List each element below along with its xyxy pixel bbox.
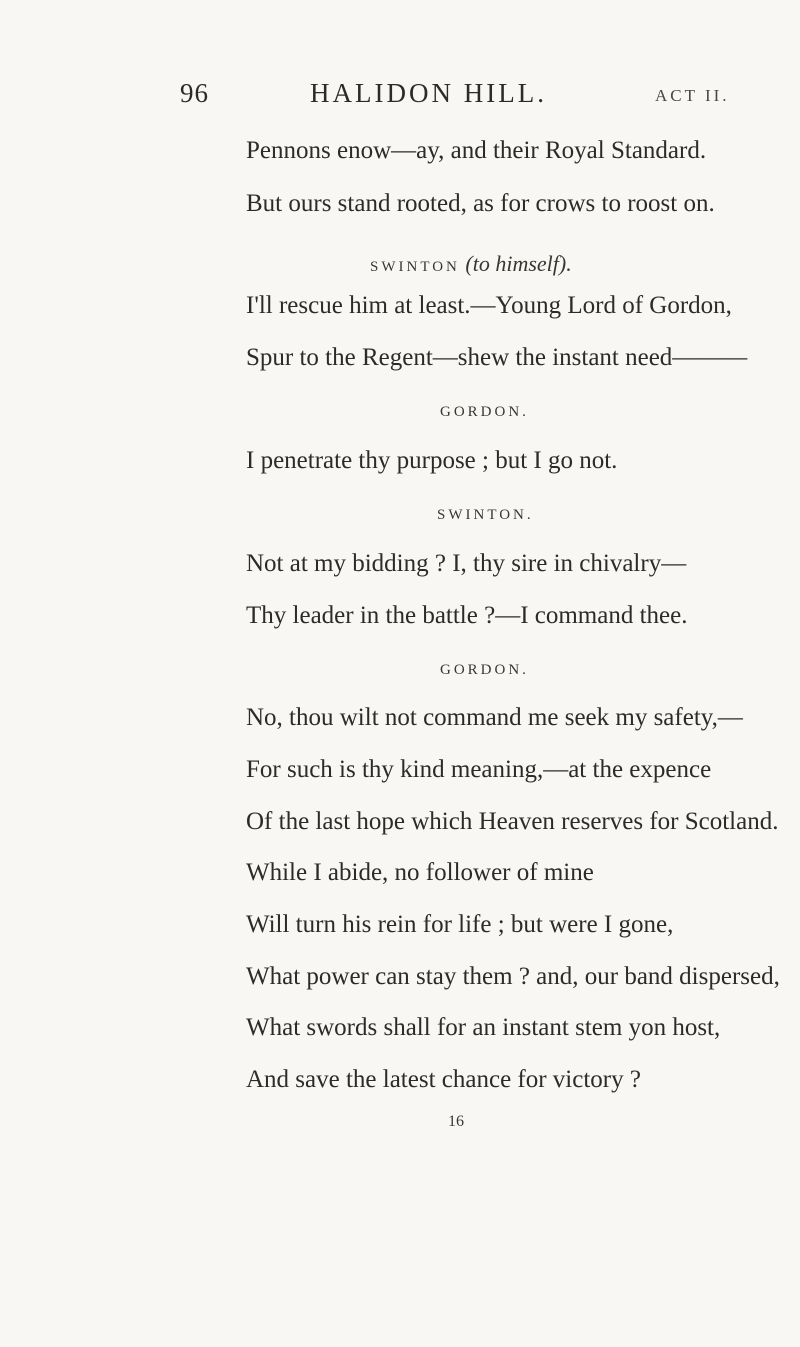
stage-direction-open: ( [459,251,473,276]
page-header [0,78,800,118]
verse-line: Of the last hope which Heaven reserves for Scotland. [246,808,779,835]
verse-line: Pennons enow—ay, and their Royal Standard. [246,137,707,164]
verse-line: And save the latest chance for victory ? [246,1066,641,1093]
verse-line: What power can stay them ? and, our band dispersed, [246,963,780,990]
speaker-heading: SWINTON. [437,507,534,523]
verse-line: While I abide, no follower of mine [246,859,594,886]
verse-line: I penetrate thy purpose ; but I go not. [246,447,618,474]
verse-line: But ours stand rooted, as for crows to roost on. [246,190,715,217]
verse-line: Not at my bidding ? I, thy sire in chivalry— [246,550,687,577]
signature-mark: 16 [448,1113,464,1130]
verse-line: I'll rescue him at least.—Young Lord of Gordon, [246,292,732,319]
speaker-name: SWINTON [370,259,460,275]
verse-line: Thy leader in the battle ?—I command thee. [246,602,688,629]
act-label: ACT II. [655,86,730,105]
speaker-heading: GORDON. [440,404,529,420]
verse-line: Will turn his rein for life ; but were I gone, [246,911,674,938]
page-number: 96 [180,78,209,108]
verse-line: What swords shall for an instant stem yon host, [246,1014,721,1041]
stage-direction: to himself [472,251,559,276]
verse-line: No, thou wilt not command me seek my safety,— [246,704,743,731]
speaker-heading [370,251,572,277]
stage-direction-close: ). [558,251,572,276]
running-title: HALIDON HILL. [310,78,547,108]
verse-line: For such is thy kind meaning,—at the expence [246,756,712,783]
speaker-heading: GORDON. [440,662,529,678]
verse-line: Spur to the Regent—shew the instant need——— [246,344,748,371]
